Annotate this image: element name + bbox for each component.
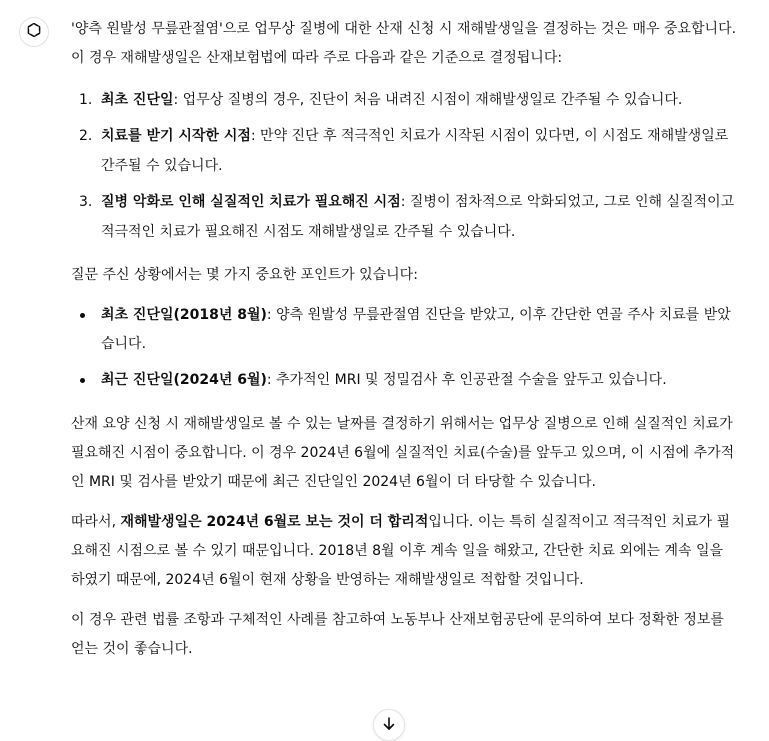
point-text: : 추가적인 MRI 및 정밀검사 후 인공관절 수술을 앞두고 있습니다.	[266, 372, 667, 388]
conclusion-bold: 재해발생일은 2024년 6월로 보는 것이 더 합리적	[120, 514, 429, 530]
conclusion-prefix: 따라서,	[71, 514, 121, 530]
bullet-icon	[80, 378, 85, 383]
point-text: : 양측 원발성 무릎관절염 진단을 받았고, 이후 간단한 연골 주사 치료를 받았습니다.	[101, 307, 731, 352]
criteria-item	[71, 187, 739, 247]
assistant-avatar	[19, 17, 49, 47]
bullet-icon	[80, 313, 85, 318]
criteria-text: : 질병이 점차적으로 악화되었고, 그로 인해 실질적이고 적극적인 치료가 필요해진 시점도 재해발생일로 간주될 수 있습니다.	[101, 194, 735, 240]
criteria-item	[71, 85, 739, 115]
criteria-item	[71, 121, 739, 181]
scroll-to-bottom-button[interactable]	[373, 709, 405, 741]
point-title: 최초 진단일(2018년 8월)	[101, 307, 267, 323]
analysis-paragraph: 산재 요양 신청 시 재해발생일로 볼 수 있는 날짜를 결정하기 위해서는 업무상 질병으로 인해 실질적인 치료가 필요해진 시점이 중요합니다. 이 경우 2024년 6월에 실질적인 치료(수술)를 앞두고 있으며, 이 시점에 추가적인 MRI 및 검사를 받았기 때문에 최근 진단일인 2024년 6월이 더 타당할 수 있습니다.	[71, 416, 735, 490]
criteria-number: 2.	[79, 128, 93, 144]
openai-logo-icon	[24, 20, 44, 44]
conclusion-paragraph	[71, 508, 739, 595]
criteria-title: 최초 진단일	[101, 92, 174, 108]
intro-paragraph: '양측 원발성 무릎관절염'으로 업무상 질병에 대한 산재 신청 시 재해발생일을 결정하는 것은 매우 중요합니다. 이 경우 재해발생일은 산재보험법에 따라 주로 다음과 같은 기준으로 결정됩니다:	[71, 21, 737, 66]
conclusion-suffix: 입니다. 이는 특히 실질적이고 적극적인 치료가 필요해진 시점으로 볼 수 있기 때문입니다. 2018년 8월 이후 계속 일을 해왔고, 간단한 치료 외에는 계속 일을 하였기 때문에, 2024년 6월이 현재 상황을 반영하는 재해발생일로 적합할 것입니다.	[71, 514, 730, 588]
criteria-title: 질병 악화로 인해 실질적인 치료가 필요해진 시점	[101, 194, 401, 210]
arrow-down-icon	[381, 716, 397, 736]
criteria-number: 1.	[79, 92, 93, 108]
points-list	[71, 301, 739, 395]
point-item	[71, 301, 739, 359]
advice-paragraph: 이 경우 관련 법률 조항과 구체적인 사례를 참고하여 노동부나 산재보험공단에 문의하여 보다 정확한 정보를 얻는 것이 좋습니다.	[71, 612, 724, 657]
situation-paragraph: 질문 주신 상황에서는 몇 가지 중요한 포인트가 있습니다:	[71, 267, 418, 283]
point-item	[71, 366, 739, 395]
criteria-text: : 만약 진단 후 적극적인 치료가 시작된 시점이 있다면, 이 시점도 재해발생일로 간주될 수 있습니다.	[101, 128, 729, 174]
criteria-title: 치료를 받기 시작한 시점	[101, 128, 251, 144]
point-title: 최근 진단일(2024년 6월)	[101, 372, 267, 388]
criteria-text: : 업무상 질병의 경우, 진단이 처음 내려진 시점이 재해발생일로 간주될 수 있습니다.	[173, 92, 683, 108]
assistant-message	[71, 15, 739, 664]
criteria-number: 3.	[79, 194, 93, 210]
criteria-list	[71, 85, 739, 247]
